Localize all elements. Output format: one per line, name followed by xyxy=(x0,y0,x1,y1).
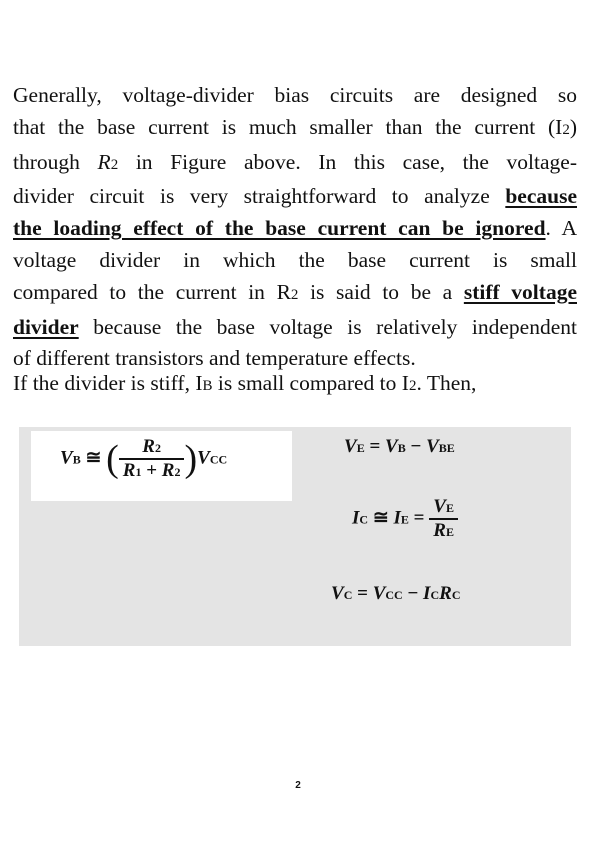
emphasis-text: stiff voltage xyxy=(463,279,577,304)
subscript: 2 xyxy=(154,441,161,455)
subscript: 2 xyxy=(408,378,417,394)
text-line xyxy=(13,312,577,344)
text-run: that the base current is much smaller than the current (I xyxy=(13,114,563,139)
operator: = xyxy=(369,436,381,457)
denominator xyxy=(429,518,458,542)
symbol: R xyxy=(439,583,452,604)
operator: ≅ xyxy=(372,507,389,529)
operator: + xyxy=(146,460,158,481)
text-run: ) xyxy=(569,114,577,139)
text-run: . A xyxy=(545,216,577,241)
subscript: BE xyxy=(438,441,455,455)
subscript: 2 xyxy=(562,121,570,138)
subscript: B xyxy=(202,378,213,394)
emphasis-text: divider xyxy=(13,314,79,339)
subscript: 2 xyxy=(110,156,119,173)
symbol: R xyxy=(161,460,175,481)
text-line xyxy=(13,147,577,182)
text-line xyxy=(13,112,577,147)
text-run: Generally, voltage-divider bias circuits are designed so xyxy=(13,83,577,107)
subscript: 1 xyxy=(135,465,142,479)
fraction xyxy=(429,496,458,542)
subscript: C xyxy=(430,588,440,602)
subscript: C xyxy=(451,588,461,602)
text-line xyxy=(13,80,577,112)
subscript: CC xyxy=(385,588,403,602)
operator: − xyxy=(410,436,422,457)
denominator xyxy=(119,458,185,482)
symbol: I xyxy=(423,583,431,604)
text-run: is small compared to I xyxy=(212,371,409,395)
subscript: C xyxy=(343,588,353,602)
subscript: 2 xyxy=(174,465,181,479)
ic-equation xyxy=(352,496,458,542)
text-run: through xyxy=(13,149,98,174)
fraction xyxy=(119,436,185,482)
symbol: V xyxy=(433,496,446,517)
symbol: I xyxy=(352,507,360,529)
subscript: CC xyxy=(209,452,228,467)
text-line xyxy=(13,245,577,277)
text-line xyxy=(13,213,577,245)
symbol: V xyxy=(60,447,73,469)
italic-symbol: R xyxy=(97,149,111,174)
text-run: voltage divider in which the base current is small xyxy=(13,247,577,272)
operator: ≅ xyxy=(85,447,102,469)
subscript: 2 xyxy=(290,286,299,303)
symbol: V xyxy=(331,583,344,604)
subscript: B xyxy=(397,441,406,455)
page-number: 2 xyxy=(295,780,301,791)
symbol: I xyxy=(393,507,401,529)
symbol: V xyxy=(344,436,357,457)
vc-equation xyxy=(331,583,460,605)
text-run: in Figure above. In this case, the voltage- xyxy=(118,149,578,174)
emphasis-text: because xyxy=(505,184,577,209)
subscript: E xyxy=(356,441,365,455)
body-paragraph xyxy=(13,80,577,375)
text-line xyxy=(13,368,577,403)
text-run: compared to the current in R xyxy=(13,279,291,304)
subscript: E xyxy=(445,525,454,539)
paren-open: ( xyxy=(106,438,119,480)
text-line xyxy=(13,181,577,213)
paren-close: ) xyxy=(184,438,198,480)
text-run: is said to be a xyxy=(298,279,464,304)
text-run: of different transistors and temperature effects. xyxy=(13,346,416,371)
vb-equation xyxy=(60,436,227,482)
symbol: V xyxy=(197,447,210,469)
text-line xyxy=(13,277,577,312)
symbol: V xyxy=(372,583,386,604)
numerator xyxy=(429,496,458,518)
text-run: . Then, xyxy=(416,371,477,395)
operator: − xyxy=(407,583,419,604)
text-run: divider circuit is very straightforward to analyze xyxy=(13,184,506,209)
text-run: because the base voltage is relatively independent xyxy=(78,314,577,339)
symbol: R xyxy=(122,460,136,481)
subscript: C xyxy=(359,512,369,527)
subscript: E xyxy=(445,501,454,515)
subscript: B xyxy=(72,452,81,467)
symbol: R xyxy=(433,520,446,541)
symbol: V xyxy=(426,436,439,457)
operator: = xyxy=(357,583,368,604)
stiff-divider-paragraph xyxy=(13,368,577,403)
emphasis-text: the loading effect of the base current can be ignored xyxy=(13,216,546,241)
numerator xyxy=(119,436,185,458)
subscript: E xyxy=(400,512,409,527)
text-run: If the divider is stiff, I xyxy=(13,371,203,395)
symbol: V xyxy=(385,436,398,457)
ve-equation xyxy=(344,436,455,458)
operator: = xyxy=(413,507,425,529)
symbol: R xyxy=(142,436,155,457)
